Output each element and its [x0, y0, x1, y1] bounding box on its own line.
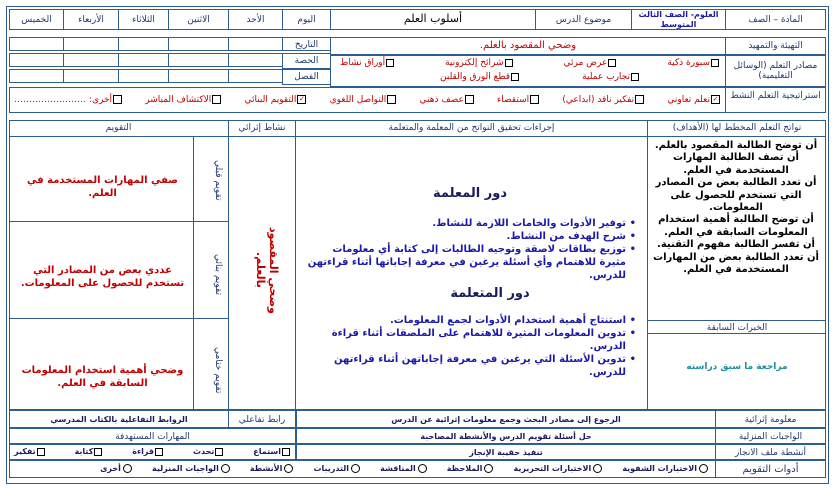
resource-paper[interactable]: قطع الورق والقلبن: [440, 71, 520, 83]
tool-oral[interactable]: الاختبارات الشفوية: [622, 463, 710, 475]
tool-written[interactable]: الاختبارات التحريرية: [513, 463, 604, 475]
homework-value: حل أسئلة تقويم الدرس والأنشطة المصاحبة: [296, 428, 716, 444]
checkbox-icon[interactable]: [212, 95, 221, 104]
teacher-point: • توزيع بطاقات لاصقة وتوجيه الطالبات إلى كتابة أي معلومات مثيرة للاهتمام وأي أسئلة يرغبن في معرفة إجاباتها أثناء قراءتهن للدرس.: [305, 243, 626, 282]
radio-icon[interactable]: [351, 464, 360, 473]
grid-cell[interactable]: [63, 69, 119, 83]
grid-cell[interactable]: [9, 69, 64, 83]
tool-homework[interactable]: الواجبات المنزلية: [152, 463, 232, 475]
col-divider: [228, 120, 229, 410]
day-tue: الثلاثاء: [118, 9, 169, 30]
procedures-header: إجراءات تحقيق النواتج من المعلمة والمتعلمة: [296, 120, 647, 137]
checkbox-icon[interactable]: [155, 448, 163, 456]
interactive-link-value[interactable]: الروابط التفاعلية بالكتاب المدرسي: [9, 410, 229, 428]
subject-value: العلوم- الصف الثالث المتوسط: [631, 9, 726, 30]
grid-cell[interactable]: [63, 37, 119, 51]
period-label: الحصة: [282, 53, 331, 69]
eval-pre-value: صفي المهارات المستخدمة في العلم.: [27, 175, 178, 199]
resources-label: مصادر التعلم (الوسائل التعليمية): [725, 55, 826, 87]
eval-formative-value: عددي بعض من المصادر التي تستخدم للحصول على المعلومات.: [20, 265, 185, 289]
grid-cell[interactable]: [168, 69, 229, 83]
strategy-brainstorm[interactable]: عصف ذهني: [420, 94, 475, 106]
day-mon: الاثنين: [168, 9, 229, 30]
eval-type-formative: تقويم بنائي: [213, 254, 223, 296]
intro-label: التهيئة والتمهيد: [725, 37, 826, 55]
strategies-row: [14, 94, 721, 106]
teacher-point: • توفير الأدوات والخامات اللازمة للنشاط.: [305, 217, 626, 230]
col-divider: [295, 120, 296, 410]
grid-cell[interactable]: [168, 53, 229, 67]
day-sun: الأحد: [228, 9, 283, 30]
checkbox-icon[interactable]: [387, 95, 396, 104]
strategy-language[interactable]: التواصل اللغوي: [330, 94, 398, 106]
tool-other[interactable]: أخرى: [100, 463, 134, 475]
checkbox-icon[interactable]: [711, 59, 719, 67]
outcomes-text: أن توضح الطالبة المقصود بالعلم. أن تصف الطالبة المهارات المستخدمة في العلم. أن تعدد الطالبة بعض من المصادر التي تستخدم للحصول على المعلومات. أن توضح الطالبة أهمية استخدام المعلومات السابقة في العلم. أن تفسر الطالبة مفهوم التقنية. أن تعدد الطالبة بعض من المهارات المستخدمة في العلم.: [653, 140, 819, 276]
strategy-discovery[interactable]: الاكتشاف المباشر: [145, 94, 222, 106]
day-grid: [9, 37, 283, 85]
resource-worksheets[interactable]: أوراق نشاط: [340, 57, 395, 69]
resource-video[interactable]: عرض مرئي: [564, 57, 618, 69]
outcomes-header: نواتج التعلم المخطط لها (الأهداف): [648, 120, 826, 137]
checkbox-icon[interactable]: [94, 448, 102, 456]
checkbox-icon[interactable]: [113, 95, 122, 104]
col-divider: [193, 137, 194, 410]
checkbox-icon[interactable]: [631, 73, 639, 81]
checkbox-icon[interactable]: [37, 448, 45, 456]
eval-type-final: تقويم ختامي: [213, 346, 223, 394]
portfolio-label: أنشطة ملف الانجاز: [715, 444, 826, 460]
eval-final-value: وضحي أهمية استخدام المعلومات السابقة في العلم.: [21, 365, 184, 389]
enrich-value: وضحي المقصود بالعلم.: [254, 226, 280, 314]
learner-role-title: دور المتعلمة: [450, 286, 530, 301]
checkbox-icon[interactable]: [530, 95, 539, 104]
skill-speaking[interactable]: تحدث: [193, 446, 224, 458]
checkbox-icon[interactable]: [608, 59, 616, 67]
skill-writing[interactable]: كتابة: [75, 446, 104, 458]
resource-slides[interactable]: شرائح إلكترونية: [445, 57, 513, 69]
resource-smartboard[interactable]: سبورة ذكية: [667, 57, 720, 69]
grid-cell[interactable]: [9, 53, 64, 67]
date-label: التاريخ: [282, 37, 331, 51]
strategy-formative[interactable]: ✓التقويم البنائي: [244, 95, 305, 105]
enrich-header: نشاط إثرائي: [229, 120, 295, 137]
checkbox-icon[interactable]: [215, 448, 223, 456]
checkbox-icon[interactable]: [282, 448, 290, 456]
tool-exercises[interactable]: التدريبات: [313, 463, 362, 475]
radio-icon[interactable]: [418, 464, 427, 473]
resources-row-2: [440, 71, 640, 83]
eval-row-divider: [9, 221, 228, 222]
resource-experiments[interactable]: تجارب عملية: [582, 71, 640, 83]
checkbox-icon[interactable]: ✓: [298, 95, 305, 103]
prior-value: مراجعة ما سبق دراسته: [686, 362, 788, 372]
grid-cell[interactable]: [9, 37, 64, 51]
checkbox-icon[interactable]: [505, 59, 513, 67]
radio-icon[interactable]: [221, 464, 230, 473]
skills-row: [14, 446, 291, 458]
grid-cell[interactable]: [118, 53, 169, 67]
tools-label: أدوات التقويم: [715, 460, 826, 478]
grid-cell[interactable]: [118, 37, 169, 51]
subject-label: المادة – الصف: [725, 9, 826, 30]
grid-cell[interactable]: [63, 53, 119, 67]
learner-points: [305, 314, 638, 379]
interactive-link-label: رابط تفاعلي: [228, 410, 296, 428]
learner-point: • تدوين الأسئلة التي يرغبن في معرفة إجاباتهن أثناء قراءتهن للدرس.: [305, 353, 626, 379]
grid-cell[interactable]: [228, 69, 283, 83]
radio-icon[interactable]: [484, 464, 493, 473]
tool-discussion[interactable]: المناقشة: [380, 463, 429, 475]
checkbox-icon[interactable]: [635, 95, 644, 104]
checkbox-icon[interactable]: [511, 73, 519, 81]
topic-label: موضوع الدرس: [535, 9, 632, 30]
strategy-inquiry[interactable]: استقصاء: [497, 94, 540, 106]
eval-type-pre: تقويم قبلي: [213, 159, 223, 201]
teacher-points: [305, 217, 638, 282]
strategy-cooperative[interactable]: ✓تعلم تعاوني: [667, 95, 719, 105]
teacher-point: • شرح الهدف من النشاط.: [305, 230, 626, 243]
intro-value: وضحي المقصود بالعلم.: [330, 37, 726, 55]
resources-row-1: [340, 57, 720, 69]
prior-header: الخبرات السابقة: [648, 320, 826, 334]
homework-label: الواجبات المنزلية: [715, 428, 826, 444]
enrich-info-value: الرجوع إلى مصادر البحث وجمع معلومات إثرائية عن الدرس: [296, 410, 716, 428]
radio-icon[interactable]: [593, 464, 602, 473]
tools-row: [100, 463, 710, 475]
checkbox-icon[interactable]: [465, 95, 474, 104]
tool-activities[interactable]: الأنشطة: [250, 463, 296, 475]
strategy-label: استراتيجية التعلم النشط: [725, 87, 826, 113]
strategy-other[interactable]: أخرى: ……………………: [14, 94, 123, 106]
grid-cell[interactable]: [228, 37, 283, 51]
teacher-role-title: دور المعلمة: [432, 186, 508, 201]
grid-cell[interactable]: [228, 53, 283, 67]
grid-cell[interactable]: [118, 69, 169, 83]
topic-value: أسلوب العلم: [330, 9, 536, 30]
class-label: الفصل: [282, 69, 331, 85]
skills-label: المهارات المستهدفة: [9, 428, 296, 444]
portfolio-value: تنفيذ حقيبة الإنجاز: [296, 444, 716, 460]
day-label: اليوم: [282, 9, 331, 30]
day-thu: الخميس: [9, 9, 64, 30]
checkbox-icon[interactable]: [386, 59, 394, 67]
radio-icon[interactable]: [284, 464, 293, 473]
grid-cell[interactable]: [168, 37, 229, 51]
skill-thinking[interactable]: تفكير: [14, 446, 46, 458]
learner-point: • تدوين المعلومات المثيرة للاهتمام على الملصقات أثناء قراءة الدرس.: [305, 327, 626, 353]
skill-reading[interactable]: قراءة: [132, 446, 164, 458]
tool-observation[interactable]: الملاحظة: [447, 463, 496, 475]
checkbox-icon[interactable]: ✓: [712, 95, 719, 103]
learner-point: • استنتاج أهمية استخدام الأدوات لجمع المعلومات.: [305, 314, 626, 327]
enrich-info-label: معلومة إثرائية: [715, 410, 826, 428]
day-wed: الأربعاء: [63, 9, 119, 30]
radio-icon[interactable]: [123, 464, 132, 473]
eval-row-divider: [9, 318, 228, 319]
skill-listening[interactable]: استماع: [253, 446, 291, 458]
strategy-critical[interactable]: تفكير ناقد (ابداعي): [562, 94, 645, 106]
radio-icon[interactable]: [699, 464, 708, 473]
eval-header: التقويم: [9, 120, 228, 137]
